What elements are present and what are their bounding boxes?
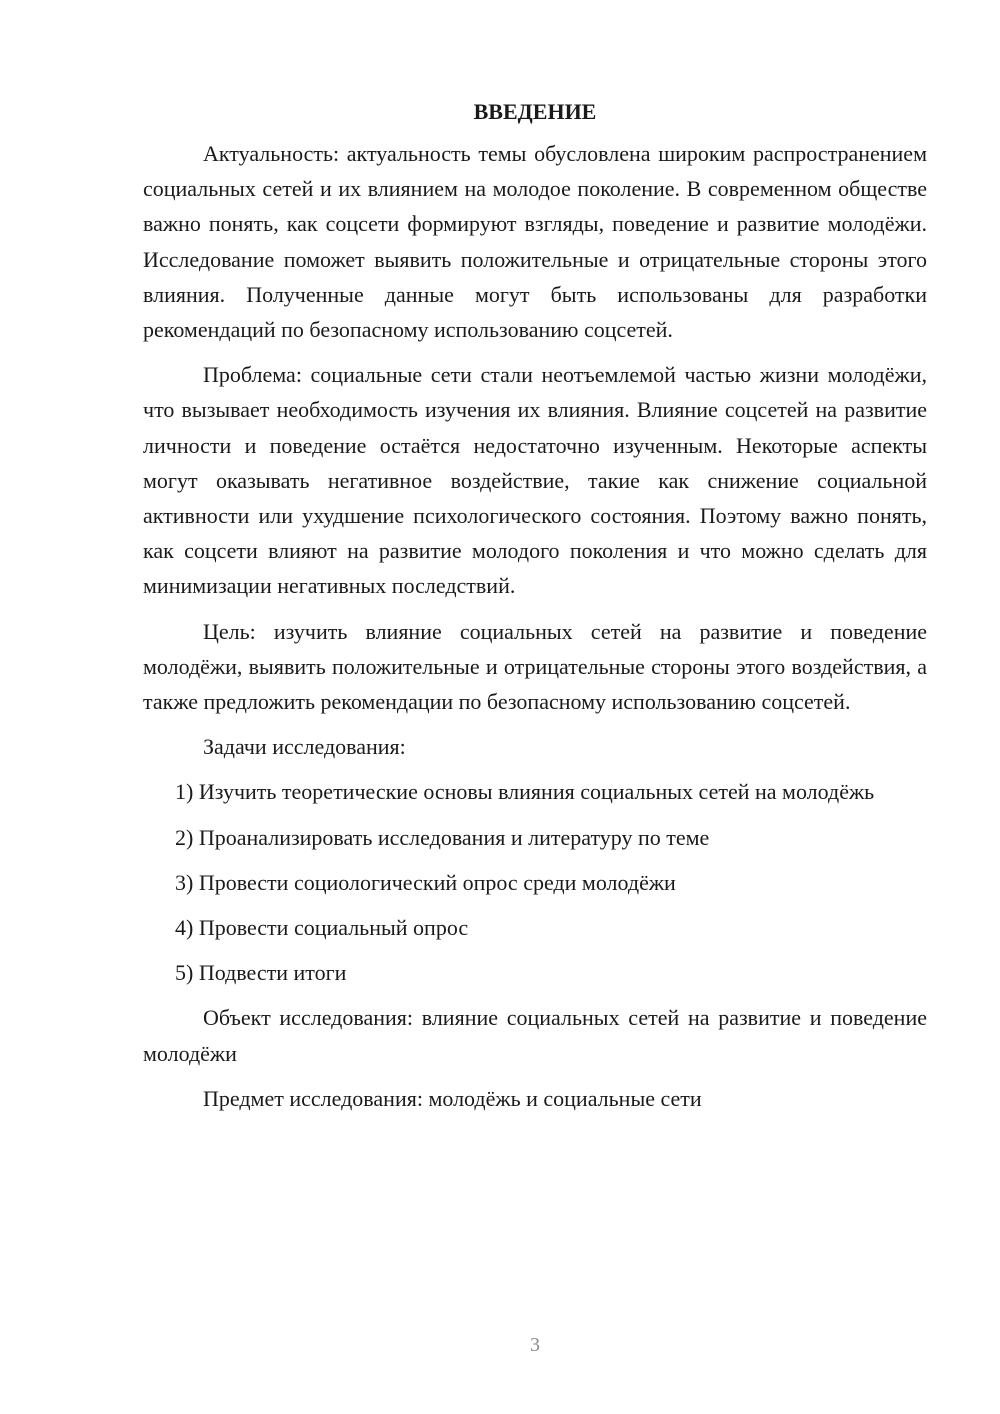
- tasks-title: Задачи исследования:: [203, 734, 406, 760]
- paragraph-goal: Цель: изучить влияние социальных сетей на развитие и поведение молодёжи, выявить положительные и отрицательные стороны этого воздействия, а также предложить рекомендации по безопасному использованию соцсетей.: [143, 618, 927, 715]
- task-item: 3) Провести социологический опрос среди молодёжи: [175, 869, 676, 895]
- task-item: 2) Проанализировать исследования и литературу по теме: [175, 824, 710, 850]
- paragraph-problem: Проблема: социальные сети стали неотъемлемой частью жизни молодёжи, что вызывает необходимость изучения их влияния. Влияние соцсетей на развитие личности и поведение остаётся недостаточно изученным. Некоторые аспекты могут оказывать негативное воздействие, такие как снижение социальной активности или ухудшение психологического состояния. Поэтому важно понять, как соцсети влияют на развитие молодого поколения и что можно сделать для минимизации негативных последствий.: [143, 362, 927, 599]
- paragraph-relevance: Актуальность: актуальность темы обусловлена широким распространением социальных сетей и их влиянием на молодое поколение. В современном обществе важно понять, как соцсети формируют взгляды, поведение и развитие молодёжи. Исследование поможет выявить положительные и отрицательные стороны этого влияния. Полученные данные могут быть использованы для разработки рекомендаций по безопасному использованию соцсетей.: [143, 141, 927, 343]
- task-item: 5) Подвести итоги: [175, 960, 347, 986]
- paragraph-subject: Предмет исследования: молодёжь и социальные сети: [203, 1085, 702, 1111]
- task-item: 1) Изучить теоретические основы влияния социальных сетей на молодёжь: [175, 779, 875, 805]
- section-heading: ВВЕДЕНИЕ: [473, 99, 597, 124]
- task-item: 4) Провести социальный опрос: [175, 915, 469, 941]
- page-number: 3: [530, 1334, 540, 1356]
- page-body: [143, 96, 927, 1116]
- paragraph-object: Объект исследования: влияние социальных сетей на развитие и поведение молодёжи: [143, 1005, 927, 1066]
